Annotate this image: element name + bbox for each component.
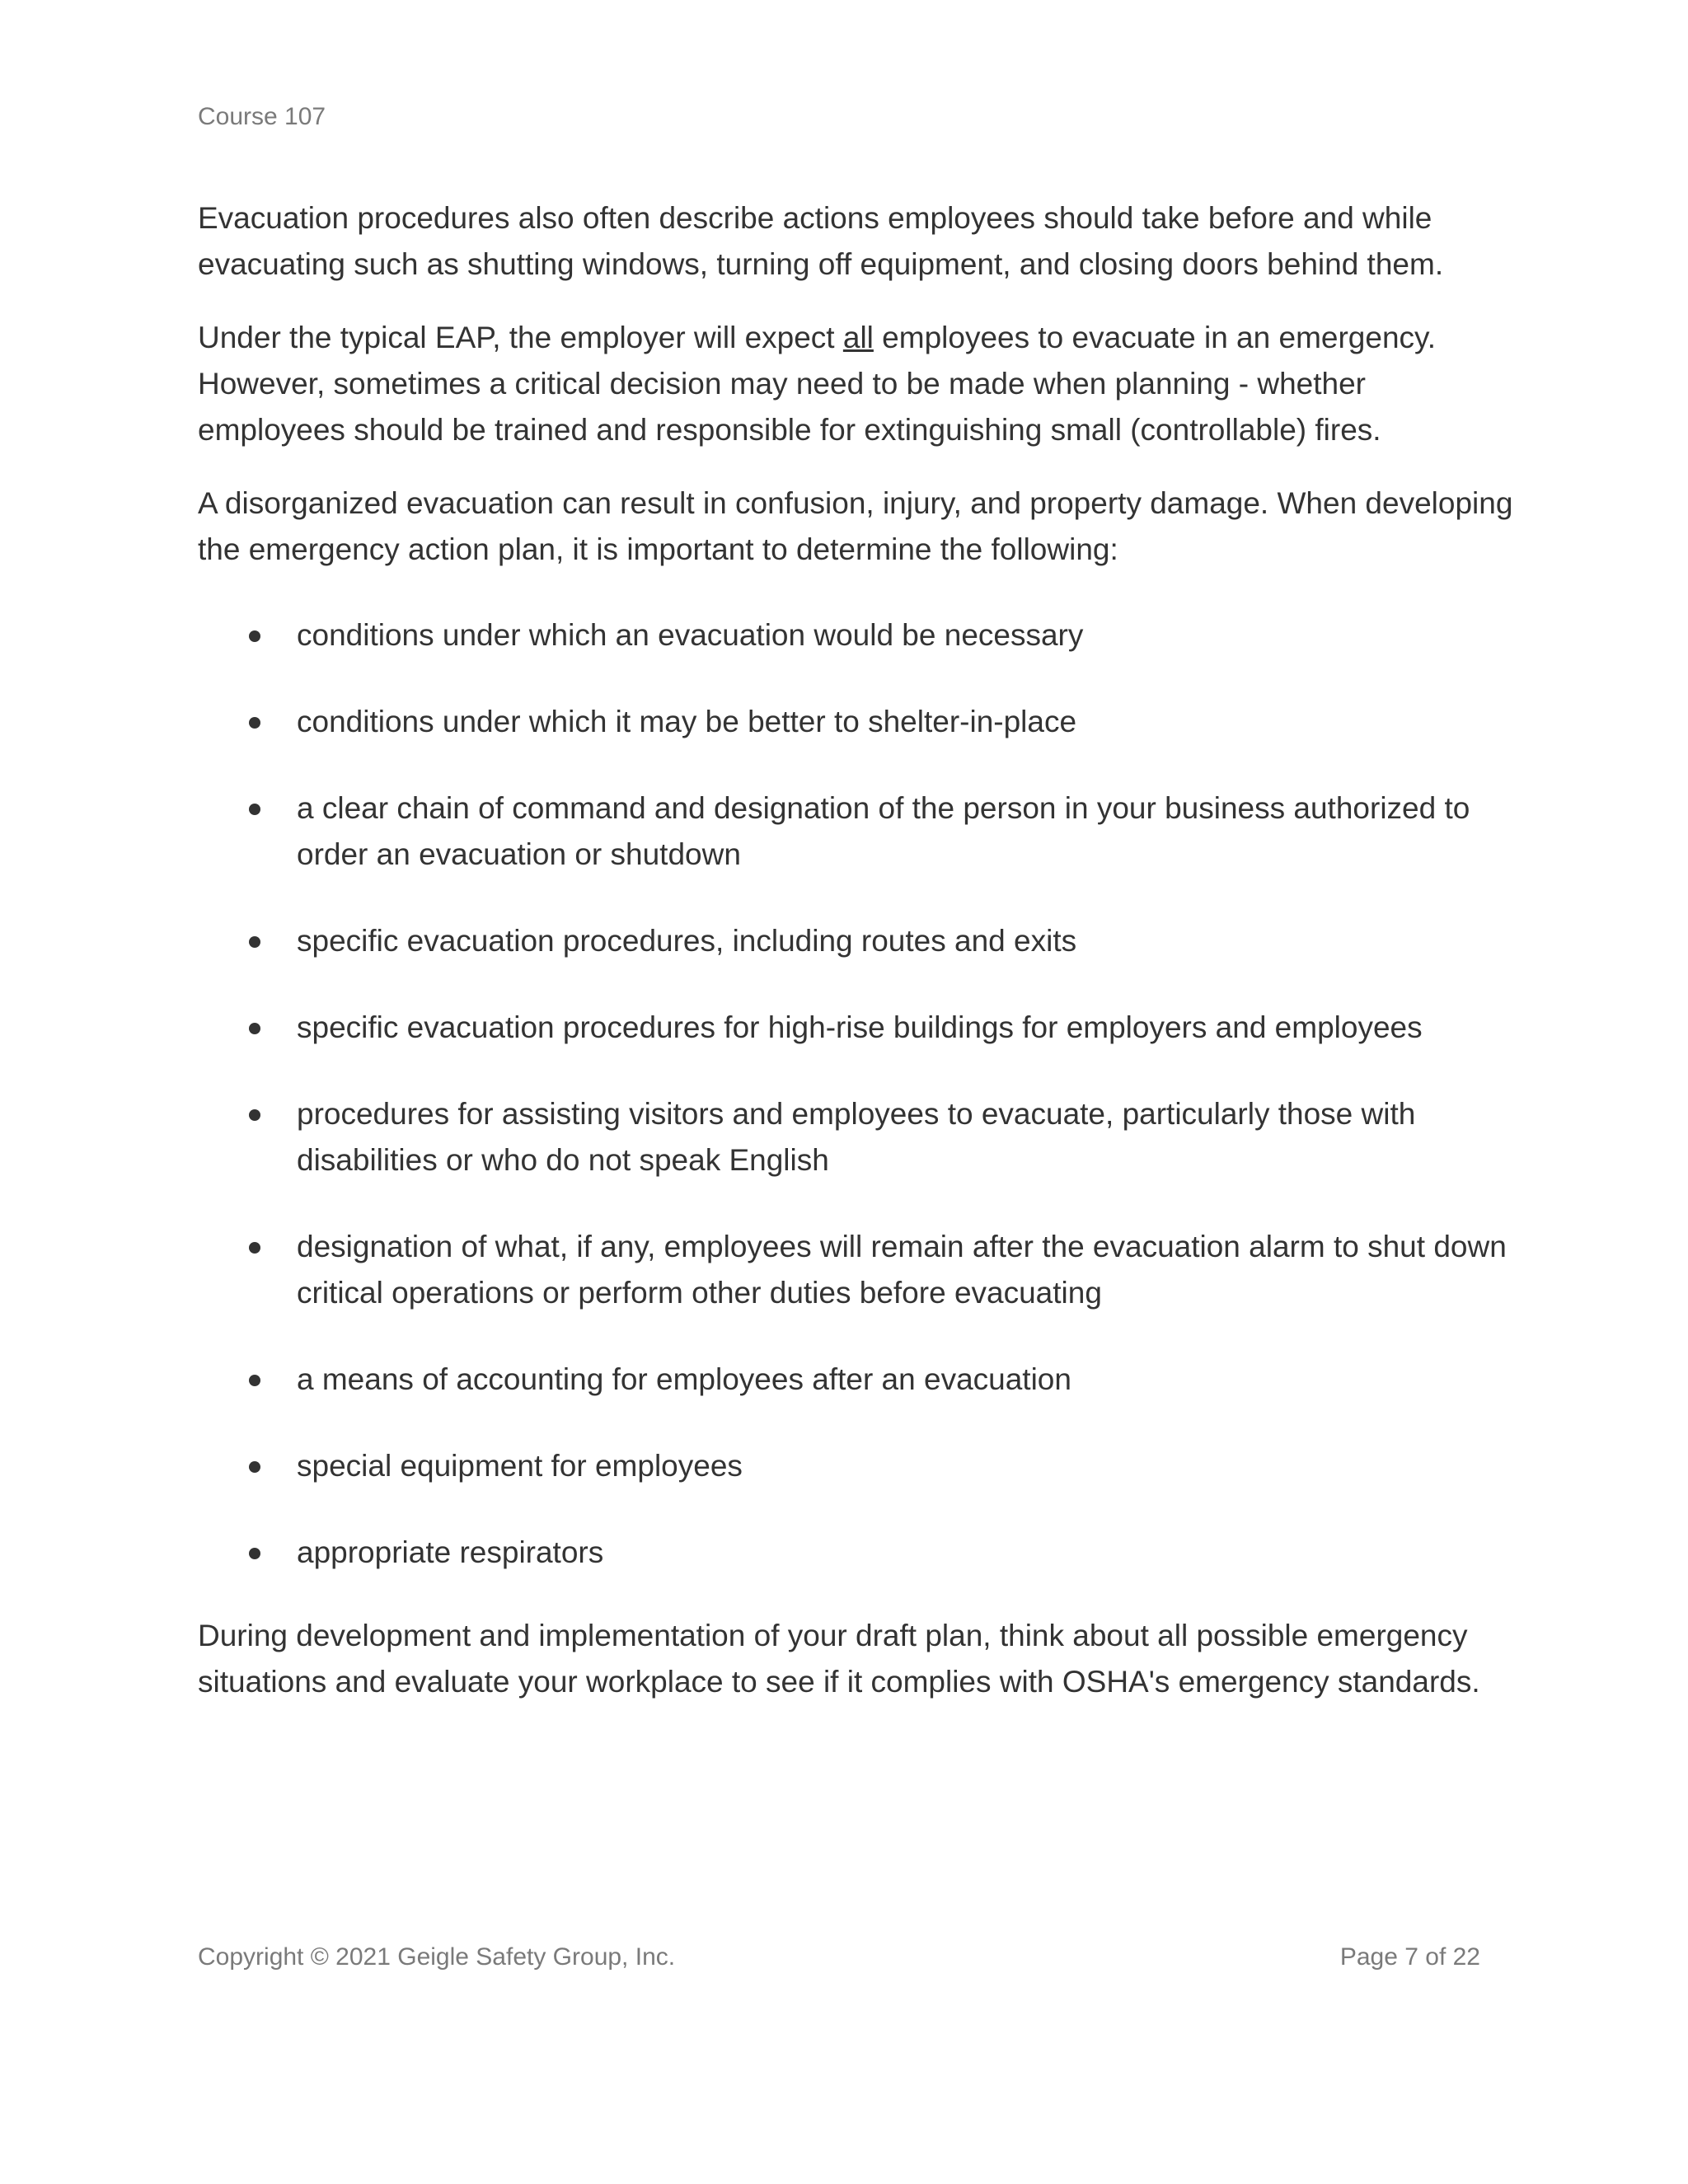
course-header: Course 107 [198,103,326,130]
list-item [198,1005,1517,1051]
bullet-icon [249,936,260,948]
list-item [198,1443,1517,1489]
bullet-icon [249,1242,260,1254]
list-item [198,785,1517,878]
page-content [198,195,1517,1732]
list-item-text: specific evacuation procedures, including routes and exits [297,924,1077,958]
list-item [198,612,1517,658]
list-item-text: specific evacuation procedures for high-rise buildings for employers and employees [297,1010,1423,1044]
bullet-icon [249,717,260,729]
list-item [198,699,1517,745]
list-item-text: conditions under which it may be better to shelter-in-place [297,705,1077,738]
paragraph-evacuation-procedures: Evacuation procedures also often describe actions employees should take before and while evacuating such as shutting windows, turning off equipment, and closing doors behind them. [198,201,1444,281]
paragraph-typical-eap [198,315,1517,453]
bullet-icon [249,1461,260,1473]
page-number: Page 7 of 22 [1339,1943,1480,1971]
paragraph-disorganized-evacuation: A disorganized evacuation can result in confusion, injury, and property damage. When developing the emergency action plan, it is important to determine the following: [198,486,1513,566]
list-item-text: special equipment for employees [297,1449,743,1483]
paragraph-draft-plan: During development and implementation of your draft plan, think about all possible emergency situations and evaluate your workplace to see if it complies with OSHA's emergency standards. [198,1619,1480,1699]
eap-text-after: employees to evacuate in an emergency. However, sometimes a critical decision may need to be made when planning - whether employees should be trained and responsible for extinguishing small (controllable) fires. [198,321,1437,447]
list-item-text: appropriate respirators [297,1535,604,1569]
list-item-text: a clear chain of command and designation of the person in your business authorized to order an evacuation or shutdown [297,791,1470,871]
list-item [198,918,1517,964]
bullet-icon [249,1023,260,1034]
list-item-text: designation of what, if any, employees will remain after the evacuation alarm to shut down critical operations or perform other duties before evacuating [297,1230,1507,1310]
list-item-text: procedures for assisting visitors and employees to evacuate, particularly those with disabilities or who do not speak English [297,1097,1416,1177]
determination-list [198,612,1517,1576]
bullet-icon [249,804,260,815]
bullet-icon [249,1375,260,1386]
eap-text-before: Under the typical EAP, the employer will expect [198,321,843,354]
eap-emphasis-all: all [842,321,874,354]
list-item-text: conditions under which an evacuation would be necessary [297,618,1084,652]
list-item [198,1091,1517,1183]
copyright-footer: Copyright © 2021 Geigle Safety Group, Inc. [198,1943,676,1971]
bullet-icon [249,1548,260,1559]
bullet-icon [249,1109,260,1121]
list-item [198,1357,1517,1403]
list-item [198,1530,1517,1576]
list-item-text: a means of accounting for employees after an evacuation [297,1362,1071,1396]
bullet-icon [249,630,260,642]
list-item [198,1224,1517,1316]
